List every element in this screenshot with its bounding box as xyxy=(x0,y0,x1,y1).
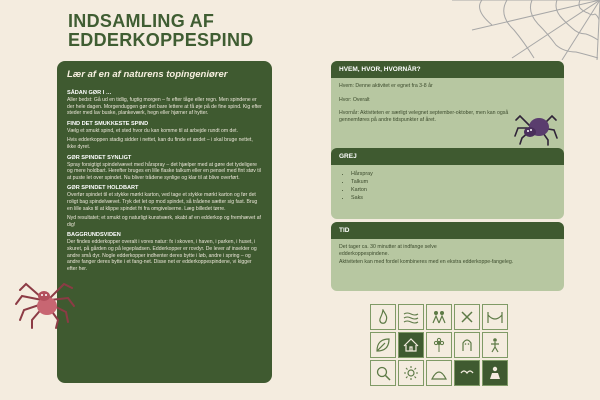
icon-cell xyxy=(426,360,452,386)
icon-cell xyxy=(482,332,508,358)
gear-item: • Hårspray xyxy=(351,170,556,178)
instructions-card xyxy=(57,61,272,383)
waves-icon xyxy=(403,309,419,325)
flower-icon xyxy=(431,337,447,353)
icon-cell xyxy=(398,332,424,358)
section-text: Vælg et smukt spind, et sted hvor du kan komme til at arbejde rundt om det. xyxy=(67,127,239,134)
figure-icon xyxy=(487,337,503,353)
icon-cell xyxy=(426,304,452,330)
icon-cell xyxy=(370,332,396,358)
section-heading: BAGGRUNDSVIDEN xyxy=(67,232,121,239)
people-icon xyxy=(431,309,447,325)
flame-icon xyxy=(375,309,391,325)
icon-cell xyxy=(454,360,480,386)
when-label: Hvornår xyxy=(339,110,358,117)
spiderweb-illustration xyxy=(452,0,600,60)
icon-cell xyxy=(370,360,396,386)
section-heading: FIND DET SMUKKESTE SPIND xyxy=(67,120,149,127)
activity-icon-grid xyxy=(370,304,510,394)
section-text: Nyd resultatet; et smukt og naturligt kunstværk, skabt af en edderkop og fremhævet af dig! xyxy=(67,215,261,228)
gear-item: • Karton xyxy=(351,186,556,194)
section-heading: GØR SPINDET HOLDBART xyxy=(67,185,139,192)
gear-item: • Talkum xyxy=(351,178,556,186)
instructions-heading: Lær af en af naturens topingeniører xyxy=(67,69,228,80)
spider-illustration-right xyxy=(514,108,558,146)
meeple-icon xyxy=(487,365,503,381)
hammock-icon xyxy=(487,309,503,325)
icon-cell xyxy=(370,304,396,330)
where-text: : Overalt xyxy=(349,96,370,103)
when-line xyxy=(339,110,524,123)
who-text: : Denne aktivitet er egnet fra 3-8 år xyxy=(352,83,433,89)
section-text: Aller bedst: Gå ud en tidlig, fugtig morgen – fx efter tåge eller regn. Men spindene er der hele dagen. Morgenduggen gør det bare lettere at få øje på de fine spind. Kig efter steder med lav buske, plankeværk, hegn eller hjørner af hytter. xyxy=(67,97,262,117)
icon-cell xyxy=(398,360,424,386)
where-line xyxy=(339,97,556,104)
who-label: Hvem xyxy=(339,83,353,89)
icon-cell xyxy=(454,304,480,330)
section-heading: GØR SPINDET SYNLIGT xyxy=(67,154,132,161)
gear-heading: GREJ xyxy=(331,148,564,165)
gear-list xyxy=(339,170,556,202)
leaf-icon xyxy=(375,337,391,353)
time-text-2: Aktiviteten kan med fordel kombineres med en ekstra edderkoppe-fangeleg. xyxy=(339,259,514,266)
gear-body xyxy=(331,165,564,219)
when-text: : Aktiviteten er særligt velegnet september-oktober, men kan også gennemføres på andre tidspunkter af året. xyxy=(339,110,509,123)
bird-icon xyxy=(459,365,475,381)
where-label: Hvor xyxy=(339,96,350,103)
who-where-when-heading: HVEM, HVOR, HVORNÅR? xyxy=(331,61,564,78)
icon-cell xyxy=(482,360,508,386)
time-heading: TID xyxy=(331,222,564,239)
time-card xyxy=(331,222,564,291)
page-title-line1: INDSAMLING AF xyxy=(68,11,215,31)
face-icon xyxy=(459,337,475,353)
hut-icon xyxy=(403,337,419,353)
section-text: Spray forsigtigt spindelvævet med hårspray – det hjælper med at gøre det tydeligere og mere holdbart. Herefter bruges en lille flaske talkum eller en pensel med fint støv til at puste let over spindet. Nu bliver trådene synlige og klar til at blive overført. xyxy=(67,161,261,181)
icon-cell xyxy=(398,304,424,330)
who-line xyxy=(339,83,556,90)
sun-icon xyxy=(403,365,419,381)
section-text: Overfør spindet til et stykke mørkt karton, ved tage et stykke mørkt karton og før det roligt bag spindelvævet. Tryk det let op mod spindet, så trådene sætter sig fast. Brug en lille saks til at klippe spindet fri fra omgivelserne. Læg billedet tørre. xyxy=(67,192,258,212)
icon-cell xyxy=(454,332,480,358)
page-title xyxy=(68,12,254,50)
gear-card xyxy=(331,148,564,219)
page-title-line2: EDDERKOPPESPIND xyxy=(68,30,254,50)
icon-cell xyxy=(482,304,508,330)
gear-item: • Saks xyxy=(351,194,556,202)
magnifier-icon xyxy=(375,365,391,381)
icon-cell xyxy=(426,332,452,358)
tent-icon xyxy=(431,365,447,381)
tools-icon xyxy=(459,309,475,325)
section-text: Hvis edderkoppen stadig sidder i nettet, kan du finde et andet – i skal bruge nettet, ikke dyret. xyxy=(67,137,253,150)
section-heading: SÅDAN GØR I … xyxy=(67,90,112,96)
spider-illustration-left xyxy=(14,270,76,330)
section-text: Der findes edderkopper overalt i vores natur: fx i skoven, i haven, i parken, i huset, i skuret, på gården og på legepladsen. Edderkopper er rovdyr. De lever af insekter og andre små dyr. Nogle edderkopper indhenter deres bytte i løb, andre i spring – og andre fanger deres bytte i et fang-net. Disse net er edderkoppespindene, vi kigger efter her. xyxy=(67,239,257,272)
time-text-1: Det tager ca. 30 minutter at indfange selve edderkoppespindene. xyxy=(339,244,437,257)
time-body xyxy=(331,239,564,291)
